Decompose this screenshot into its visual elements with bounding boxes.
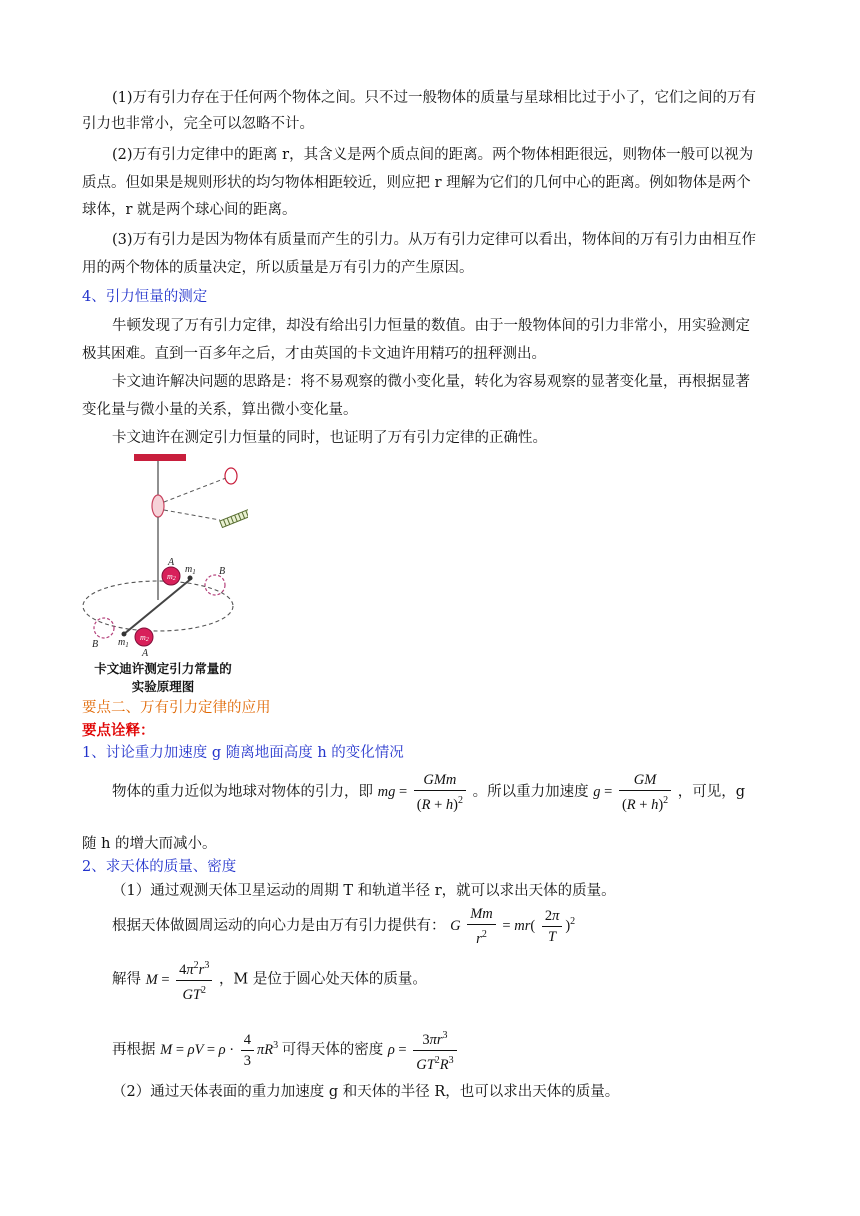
gravity-equation-line xyxy=(112,770,745,815)
sub2-heading: 2、求天体的质量、密度 xyxy=(82,859,237,875)
light-ray-out xyxy=(164,510,220,520)
label-m1-left: $m_1$ xyxy=(118,637,129,649)
section4-p1-line2: 极其困难。直到一百多年之后，才由英国的卡文迪许用精巧的扭秤测出。 xyxy=(82,346,546,362)
method1-force-text: 根据天体做圆周运动的向心力是由万有引力提供有： xyxy=(112,917,446,934)
label-b-left: B xyxy=(92,639,99,650)
density-text-a: 再根据 xyxy=(112,1041,156,1058)
light-ray-in xyxy=(164,478,226,502)
section4-p3: 卡文迪许在测定引力恒量的同时，也证明了万有引力定律的正确性。 xyxy=(112,430,547,446)
small-ball-right xyxy=(188,576,193,581)
intro-p2-line2: 质点。但如果是规则形状的均匀物体相距较近，则应把 r 理解为它们的几何中心的距离。例如物体是两个 xyxy=(82,175,751,191)
section4-p1-line1: 牛顿发现了万有引力定律，却没有给出引力恒量的数值。由于一般物体间的引力非常小，用实验测定 xyxy=(112,318,750,334)
label-b-right: B xyxy=(219,566,226,577)
centripetal-equation-line xyxy=(112,900,575,949)
sub1-heading: 1、讨论重力加速度 g 随离地面高度 h 的变化情况 xyxy=(82,745,404,761)
formula-mg: mg = $\frac{\text{GMm}}{(R + h)^2}$ xyxy=(378,784,473,800)
section4-p2-line1: 卡文迪许解决问题的思路是：将不易观察的微小变化量，转化为容易观察的显著变化量，再根据显著 xyxy=(112,374,750,390)
figure-caption-line1: 卡文迪许测定引力常量的 xyxy=(94,661,232,676)
ball-b-right xyxy=(205,575,225,595)
intro-p2-line3: 球体，r 就是两个球心间的距离。 xyxy=(82,202,297,218)
method1-text: （1）通过观测天体卫星运动的周期 T 和轨道半径 r，就可以求出天体的质量。 xyxy=(112,883,616,899)
label-a-top: A xyxy=(168,557,175,568)
formula-density: ρ = $\frac{3\pi r^3}{GT^2R^3}$ xyxy=(388,1042,460,1058)
small-ball-left xyxy=(122,632,127,637)
label-a-bottom: A xyxy=(142,648,149,659)
formula-g: g = $\frac{GM}{(R + h)^2}$ xyxy=(593,784,678,800)
sub1-text-c: ，可见，g xyxy=(677,784,746,800)
scale-ruler xyxy=(220,508,248,528)
mirror xyxy=(152,495,164,517)
intro-p3-line2: 用的两个物体的质量决定，所以质量是万有引力的产生原因。 xyxy=(82,260,474,276)
solve-text-b: ，M 是位于圆心处天体的质量。 xyxy=(218,971,427,988)
ball-b-left xyxy=(94,618,114,638)
intro-p2-line1: (2)万有引力定律中的距离 r，其含义是两个质点间的距离。两个物体相距很远，则物体一般可以视为 xyxy=(112,147,754,163)
light-source xyxy=(225,468,237,484)
label-m1-right: $m_1$ xyxy=(185,564,196,576)
formula-mass: M = $\frac{4\pi^2r^3}{GT^2}$ xyxy=(146,972,219,988)
density-text-b: 可得天体的密度 xyxy=(281,1041,384,1058)
intro-p1-line2: 引力也非常小，完全可以忽略不计。 xyxy=(82,116,314,132)
label-m2-bottom: m2 xyxy=(140,633,149,643)
sub1-text-d: 随 h 的增大而减小。 xyxy=(82,836,217,852)
cavendish-figure xyxy=(78,448,248,698)
method2-text: （2）通过天体表面的重力加速度 g 和天体的半径 R，也可以求出天体的质量。 xyxy=(112,1084,620,1100)
ceiling-bar xyxy=(134,454,186,461)
density-line xyxy=(112,1024,460,1075)
sub1-text-b: 。所以重力加速度 xyxy=(472,784,589,800)
point2-heading: 要点二、万有引力定律的应用 xyxy=(82,700,271,716)
point2-note: 要点诠释： xyxy=(82,722,155,739)
formula-centripetal: G $\frac{Mm}{r^2}$ = mr( $\frac{2\pi}{T}$ )$^2$ xyxy=(450,906,576,947)
mass-solution-line xyxy=(112,956,427,1005)
sub1-text-a: 物体的重力近似为地球对物体的引力，即 xyxy=(112,784,373,800)
solve-text-a: 解得 xyxy=(112,971,141,988)
intro-p1-line1: (1)万有引力存在于任何两个物体之间。只不过一般物体的质量与星球相比过于小了，它们之间的万有 xyxy=(112,90,757,106)
formula-volume: M = ρV = ρ · $\frac{4}{3}$ $\pi R^3$ xyxy=(160,1032,279,1069)
section4-p2-line2: 变化量与微小量的关系，算出微小变化量。 xyxy=(82,402,358,418)
section4-heading: 4、引力恒量的测定 xyxy=(82,289,208,305)
intro-p3-line1: (3)万有引力是因为物体有质量而产生的引力。从万有引力定律可以看出，物体间的万有引力由相互作 xyxy=(112,232,757,248)
label-m2-top: m2 xyxy=(167,572,176,582)
figure-caption-line2: 实验原理图 xyxy=(131,679,195,694)
